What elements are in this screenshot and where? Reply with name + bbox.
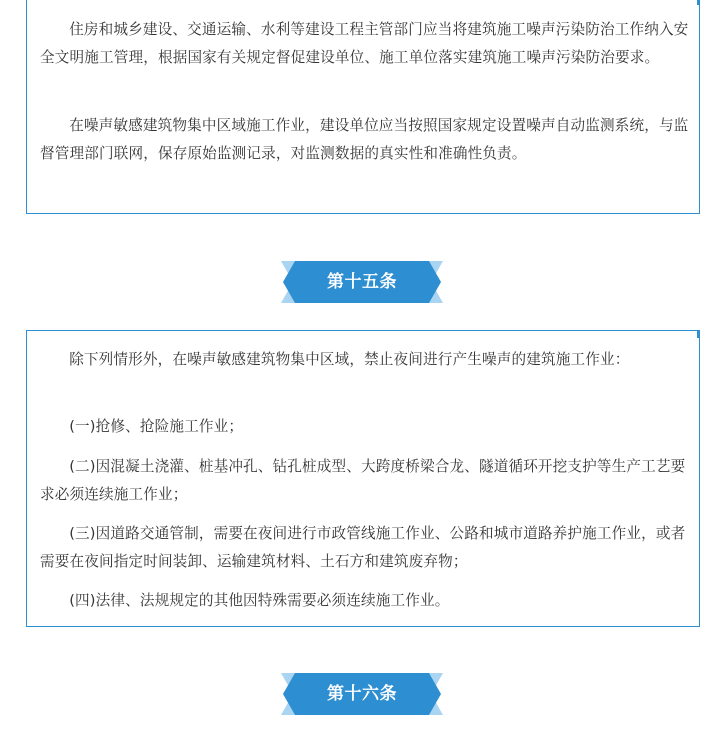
box-corner-decoration bbox=[697, 0, 700, 5]
article-list-item: (二)因混凝土浇灌、桩基冲孔、钻孔桩成型、大跨度桥梁合龙、隧道循环开挖支护等生产工艺要求必须连续施工作业； bbox=[40, 458, 686, 503]
article-paragraph: 除下列情形外，在噪声敏感建筑物集中区域，禁止夜间进行产生噪声的建筑施工作业： bbox=[69, 351, 630, 368]
article-16-heading-badge bbox=[281, 673, 443, 715]
article-15-box bbox=[26, 330, 700, 627]
article-paragraph: 住房和城乡建设、交通运输、水利等建设工程主管部门应当将建筑施工噪声污染防治工作纳入安全文明施工管理，根据国家有关规定督促建设单位、施工单位落实建筑施工噪声污染防治要求。 bbox=[40, 21, 689, 66]
box-corner-decoration bbox=[697, 330, 700, 338]
article-heading-label: 第十六条 bbox=[327, 684, 397, 704]
article-list-item: (三)因道路交通管制，需要在夜间进行市政管线施工作业、公路和城市道路养护施工作业，或者需要在夜间指定时间装卸、运输建筑材料、土石方和建筑废弃物； bbox=[40, 525, 686, 570]
article-list-item: (四)法律、法规规定的其他因特殊需要必须连续施工作业。 bbox=[69, 592, 450, 609]
article-list-item: (一)抢修、抢险施工作业； bbox=[69, 418, 244, 435]
article-heading-label: 第十五条 bbox=[327, 272, 397, 292]
article-box-continued bbox=[26, 0, 700, 214]
article-15-heading-badge bbox=[281, 261, 443, 303]
article-paragraph: 在噪声敏感建筑物集中区域施工作业，建设单位应当按照国家规定设置噪声自动监测系统，与监督管理部门联网，保存原始监测记录，对监测数据的真实性和准确性负责。 bbox=[40, 117, 689, 162]
